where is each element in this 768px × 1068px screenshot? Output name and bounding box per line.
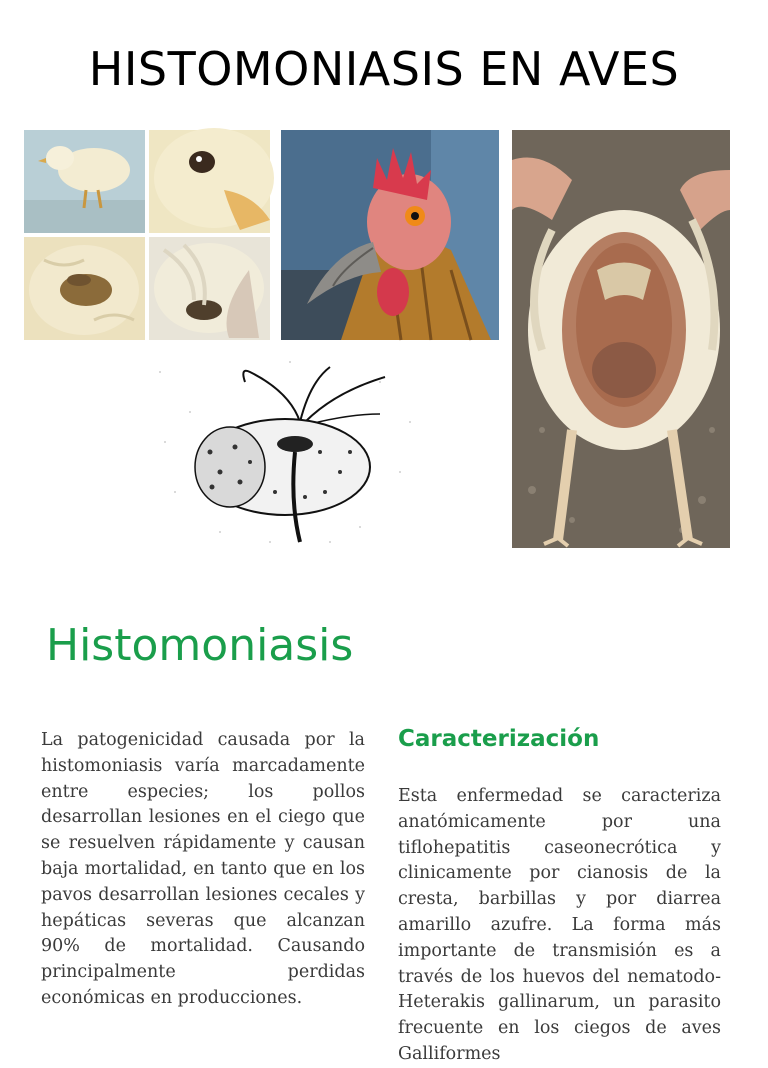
characterization-heading: Caracterización [398, 726, 600, 752]
pathogenicity-paragraph: La patogenicidad causada por la histomoniasis varía marcadamente entre especies; los pollos desarrollan lesiones en el ciego que se resuelven rápidamente y causan baja mortalidad, en tanto que en los pavos desarrollan lesiones cecales y hepáticas severas que alcanzan 90% de mortalidad. Causando principalmente perdidas económicas en producciones. [41, 730, 365, 1008]
chick-vent-lesion-photo [24, 237, 145, 340]
necropsy-image [512, 130, 730, 548]
chick-collage-image [24, 130, 270, 340]
section-heading: Histomoniasis [46, 620, 354, 671]
rooster-head-image [281, 130, 499, 340]
chick-feathers-lesion-photo [149, 237, 270, 340]
histomonas-parasite-drawing [150, 352, 420, 552]
chick-eye-photo [149, 128, 274, 233]
page-title: HISTOMONIASIS EN AVES [88, 42, 680, 96]
chick-standing-photo [24, 130, 145, 233]
characterization-paragraph: Esta enfermedad se caracteriza anatómicamente por una tiflohepatitis caseonecrótica y clinicamente por cianosis de la cresta, barbillas y por diarrea amarillo azufre. La forma más importante de transmisión es a través de los huevos del nematodo-Heterakis gallinarum, un parasito frecuente en los ciegos de aves Galliformes [398, 786, 721, 1064]
